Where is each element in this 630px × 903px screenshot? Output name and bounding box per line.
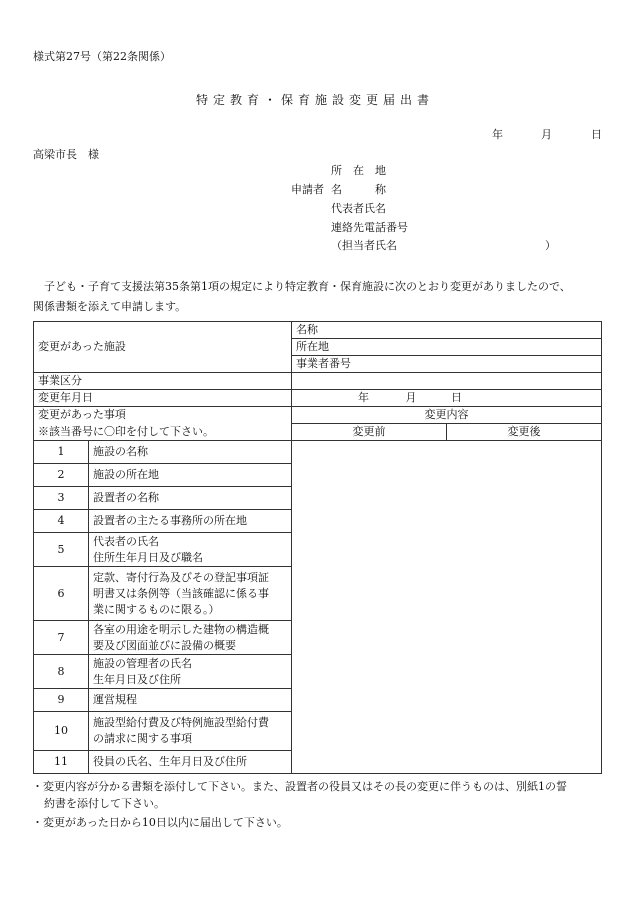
item-text <box>89 567 292 621</box>
form-number: 様式第27号（第22条関係） <box>33 50 171 63</box>
item-line: 定款、寄付行為及びその登記事項証 <box>93 570 269 584</box>
change-date-month: 月 <box>405 391 417 404</box>
facility-field-number[interactable]: 事業者番号 <box>292 356 602 373</box>
item-line: 要及び図面並びに設備の概要 <box>93 638 236 652</box>
item-number[interactable]: 3 <box>34 487 89 510</box>
before-label: 変更前 <box>292 424 447 441</box>
item-line: 施設の所在地 <box>93 468 159 481</box>
content-label: 変更内容 <box>292 407 602 424</box>
note-1: ・変更内容が分かる書類を添付して下さい。また、設置者の役員又はその長の変更に伴うものは、別紙1の誓 <box>32 780 567 793</box>
business-category-value[interactable] <box>292 373 602 390</box>
item-number[interactable]: 6 <box>34 567 89 621</box>
applicant-label: 申請者 <box>291 183 324 196</box>
change-date-value[interactable] <box>292 390 602 407</box>
item-text <box>89 533 292 567</box>
intro-line-2: 関係書類を添えて申請します。 <box>33 300 187 313</box>
item-line: 施設型給付費及び特例施設型給付費 <box>93 716 269 729</box>
item-line: 設置者の主たる事務所の所在地 <box>93 514 247 527</box>
date-month: 月 <box>541 128 552 141</box>
item-line: 明書又は条例等（当該確認に係る事 <box>93 586 269 600</box>
matter-note: ※該当番号に〇印を付して下さい。 <box>34 424 292 441</box>
item-text <box>89 655 292 689</box>
facility-label: 変更があった施設 <box>34 322 292 373</box>
item-text <box>89 487 292 510</box>
matter-label: 変更があった事項 <box>34 407 292 424</box>
item-number[interactable]: 7 <box>34 621 89 655</box>
facility-row-name <box>34 322 602 339</box>
applicant-contact-close: ） <box>545 239 556 252</box>
after-label: 変更後 <box>447 424 602 441</box>
item-text <box>89 621 292 655</box>
item-number[interactable]: 10 <box>34 712 89 751</box>
item-text <box>89 712 292 751</box>
note-2: ・変更があった日から10日以内に届出して下さい。 <box>32 816 288 829</box>
matter-subheader-row <box>34 424 602 441</box>
date-year: 年 <box>492 128 503 141</box>
applicant-phone-label: 連絡先電話番号 <box>331 221 408 234</box>
item-number[interactable]: 4 <box>34 510 89 533</box>
applicant-representative-label: 代表者氏名 <box>331 202 386 215</box>
item-row <box>34 441 602 464</box>
applicant-contact-label: （担当者氏名 <box>331 239 397 252</box>
item-line: 住所生年月日及び職名 <box>93 550 203 564</box>
item-line: 業に関するものに限る。） <box>93 602 220 616</box>
item-number[interactable]: 5 <box>34 533 89 567</box>
item-number[interactable]: 9 <box>34 689 89 712</box>
item-number[interactable]: 11 <box>34 751 89 774</box>
item-line: 役員の氏名、生年月日及び住所 <box>93 755 247 768</box>
item-line: 設置者の名称 <box>93 491 159 504</box>
item-line: 生年月日及び住所 <box>93 672 181 686</box>
item-text <box>89 751 292 774</box>
item-line: 代表者の氏名 <box>93 534 159 548</box>
item-text <box>89 464 292 487</box>
matter-header-row <box>34 407 602 424</box>
applicant-address-label: 所 在 地 <box>331 164 386 177</box>
note-1-continued: 約書を添付して下さい。 <box>44 797 165 810</box>
facility-field-name[interactable]: 名称 <box>292 322 602 339</box>
change-date-label: 変更年月日 <box>34 390 292 407</box>
change-date-row <box>34 390 602 407</box>
change-content-area[interactable] <box>292 441 602 774</box>
item-number[interactable]: 2 <box>34 464 89 487</box>
addressee: 高梁市長 様 <box>33 148 99 161</box>
intro-line-1: 子ども・子育て支援法第35条第1項の規定により特定教育・保育施設に次のとおり変更がありましたので、 <box>44 280 571 293</box>
document-title: 特定教育・保育施設変更届出書 <box>195 93 434 107</box>
change-date-year: 年 <box>358 391 370 404</box>
facility-field-address[interactable]: 所在地 <box>292 339 602 356</box>
item-line: 運営規程 <box>93 693 137 706</box>
item-line: 各室の用途を明示した建物の構造概 <box>93 622 269 636</box>
business-category-label: 事業区分 <box>34 373 292 390</box>
item-line: の請求に関する事項 <box>93 732 192 745</box>
item-number[interactable]: 8 <box>34 655 89 689</box>
applicant-name-label: 名 称 <box>331 183 386 196</box>
change-date-day: 日 <box>451 391 463 404</box>
item-number[interactable]: 1 <box>34 441 89 464</box>
item-line: 施設の名称 <box>93 445 148 458</box>
business-category-row <box>34 373 602 390</box>
item-text <box>89 441 292 464</box>
date-day: 日 <box>591 128 602 141</box>
change-table <box>33 321 602 774</box>
item-text <box>89 689 292 712</box>
item-text <box>89 510 292 533</box>
item-line: 施設の管理者の氏名 <box>93 656 192 670</box>
